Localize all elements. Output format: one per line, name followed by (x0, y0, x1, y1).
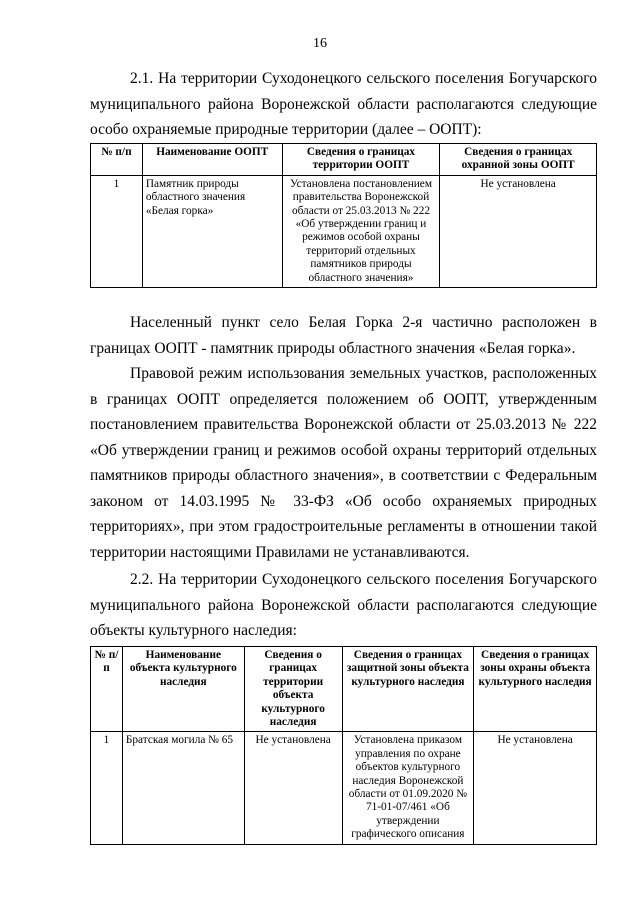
table-cell: 1 (91, 175, 143, 287)
heritage-table (90, 646, 597, 845)
header-cell: Сведения о границах защитной зоны объекта культурного наследия (342, 647, 474, 732)
table-header-row (91, 144, 597, 176)
table-cell: Памятник природы областного значения «Белая горка» (142, 175, 282, 287)
table-cell: Братская могила № 65 (122, 732, 244, 844)
header-cell: Наименование ООПТ (142, 144, 282, 176)
table-cell: Установлена постановлением правительства Воронежской области от 25.03.2013 № 222 «Об утверждении границ и режимов особой охраны территорий отдельных памятников природы областного значения» (282, 175, 440, 287)
oopt-table (90, 143, 597, 288)
header-cell: № п/п (91, 647, 123, 732)
header-cell: № п/п (91, 144, 143, 176)
table-cell: 1 (91, 732, 123, 844)
table-cell: Не установлена (440, 175, 597, 287)
paragraph-2-1: 2.1. На территории Суходонецкого сельского поселения Богучарского муниципального района Воронежской области располагаются следующие особо охраняемые природные территории (далее – ООПТ): (90, 70, 597, 138)
table-cell: Не установлена (244, 732, 342, 844)
table-header-row (91, 647, 597, 732)
paragraph-legal-regime: Правовой режим использования земельных участков, расположенных в границах ООПТ определяется положением об ООПТ, утвержденным постановлением правительства Воронежской области от 25.03.2013 № 222 «Об утверждении границ и режимов особой охраны территорий отдельных памятников природы областного значения», в соответствии с Федеральным законом от 14.03.1995 № 33-ФЗ «Об особо охраняемых природных территориях», при этом градостроительные регламенты в отношении такой территории настоящими Правилами не устанавливаются. (90, 365, 597, 561)
table-cell: Установлена приказом управления по охране объектов культурного наследия Воронежской области от 01.09.2020 № 71-01-07/461 «Об утверждении графического описания (342, 732, 474, 844)
header-cell: Сведения о границах территории ООПТ (282, 144, 440, 176)
paragraph-settlement: Населенный пункт село Белая Горка 2-я частично расположен в границах ООПТ - памятник природы областного значения «Белая горка». (90, 314, 597, 357)
header-cell: Наименование объекта культурного наследия (122, 647, 244, 732)
paragraph-2-2: 2.2. На территории Суходонецкого сельского поселения Богучарского муниципального района Воронежской области располагаются следующие объекты культурного наследия: (90, 571, 597, 639)
page-number: 16 (313, 36, 327, 51)
header-cell: Сведения о границах охранной зоны ООПТ (440, 144, 597, 176)
table-cell: Не установлена (474, 732, 597, 844)
header-cell: Сведения о границах территории объекта культурного наследия (244, 647, 342, 732)
table-row (91, 175, 597, 287)
table-row (91, 732, 597, 844)
header-cell: Сведения о границах зоны охраны объекта культурного наследия (474, 647, 597, 732)
